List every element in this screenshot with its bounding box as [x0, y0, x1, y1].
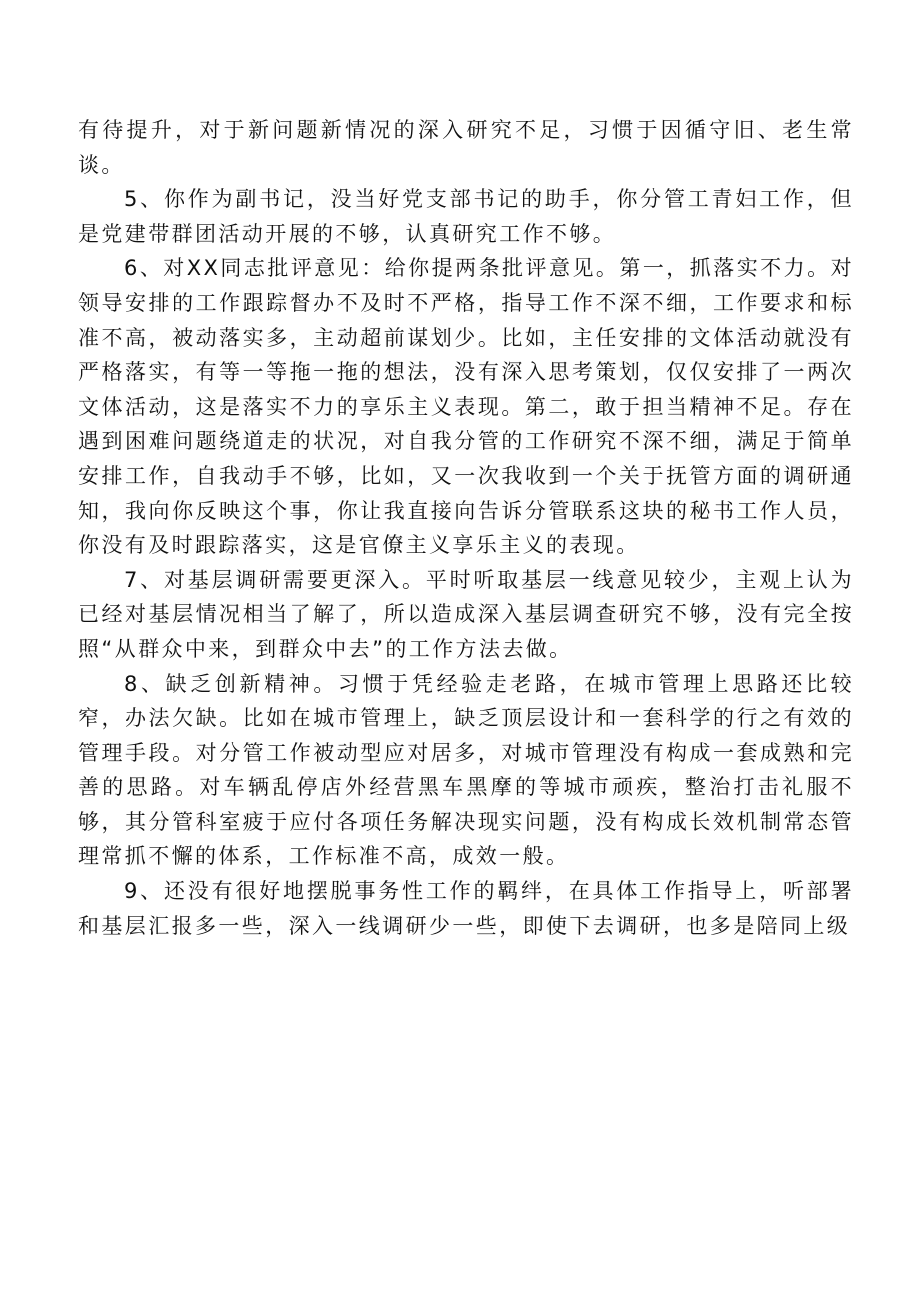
paragraph-item-6: 6、对XX同志批评意见：给你提两条批评意见。第一，抓落实不力。对领导安排的工作跟踪督办不及时不严格，指导工作不深不细，工作要求和标准不高，被动落实多，主动超前谋划少。比如，主任安排的文体活动就没有严格落实，有等一等拖一拖的想法，没有深入思考策划，仅仅安排了一两次文体活动，这是落实不力的享乐主义表现。第二，敢于担当精神不足。存在遇到困难问题绕道走的状况，对自我分管的工作研究不深不细，满足于简单安排工作，自我动手不够，比如，又一次我收到一个关于抚管方面的调研通知，我向你反映这个事，你让我直接向告诉分管联系这块的秘书工作人员，你没有及时跟踪落实，这是官僚主义享乐主义的表现。	[78, 256, 854, 558]
paragraph-item-7: 7、对基层调研需要更深入。平时听取基层一线意见较少，主观上认为已经对基层情况相当了解了，所以造成深入基层调查研究不够，没有完全按照“从群众中来，到群众中去”的工作方法去做。	[78, 567, 854, 661]
paragraph-item-5: 5、你作为副书记，没当好党支部书记的助手，你分管工青妇工作，但是党建带群团活动开展的不够，认真研究工作不够。	[78, 187, 854, 246]
paragraph-continued: 有待提升，对于新问题新情况的深入研究不足，习惯于因循守旧、老生常谈。	[78, 118, 854, 177]
paragraph-item-8: 8、缺乏创新精神。习惯于凭经验走老路，在城市管理上思路还比较窄，办法欠缺。比如在城市管理上，缺乏顶层设计和一套科学的行之有效的管理手段。对分管工作被动型应对居多，对城市管理没有构成一套成熟和完善的思路。对车辆乱停店外经营黑车黑摩的等城市顽疾，整治打击礼服不够，其分管科室疲于应付各项任务解决现实问题，没有构成长效机制常态管理常抓不懈的体系，工作标准不高，成效一般。	[78, 671, 854, 869]
document-body	[78, 113, 854, 943]
paragraph-item-9: 9、还没有很好地摆脱事务性工作的羁绊，在具体工作指导上，听部署和基层汇报多一些，深入一线调研少一些，即使下去调研，也多是陪同上级	[78, 879, 854, 938]
